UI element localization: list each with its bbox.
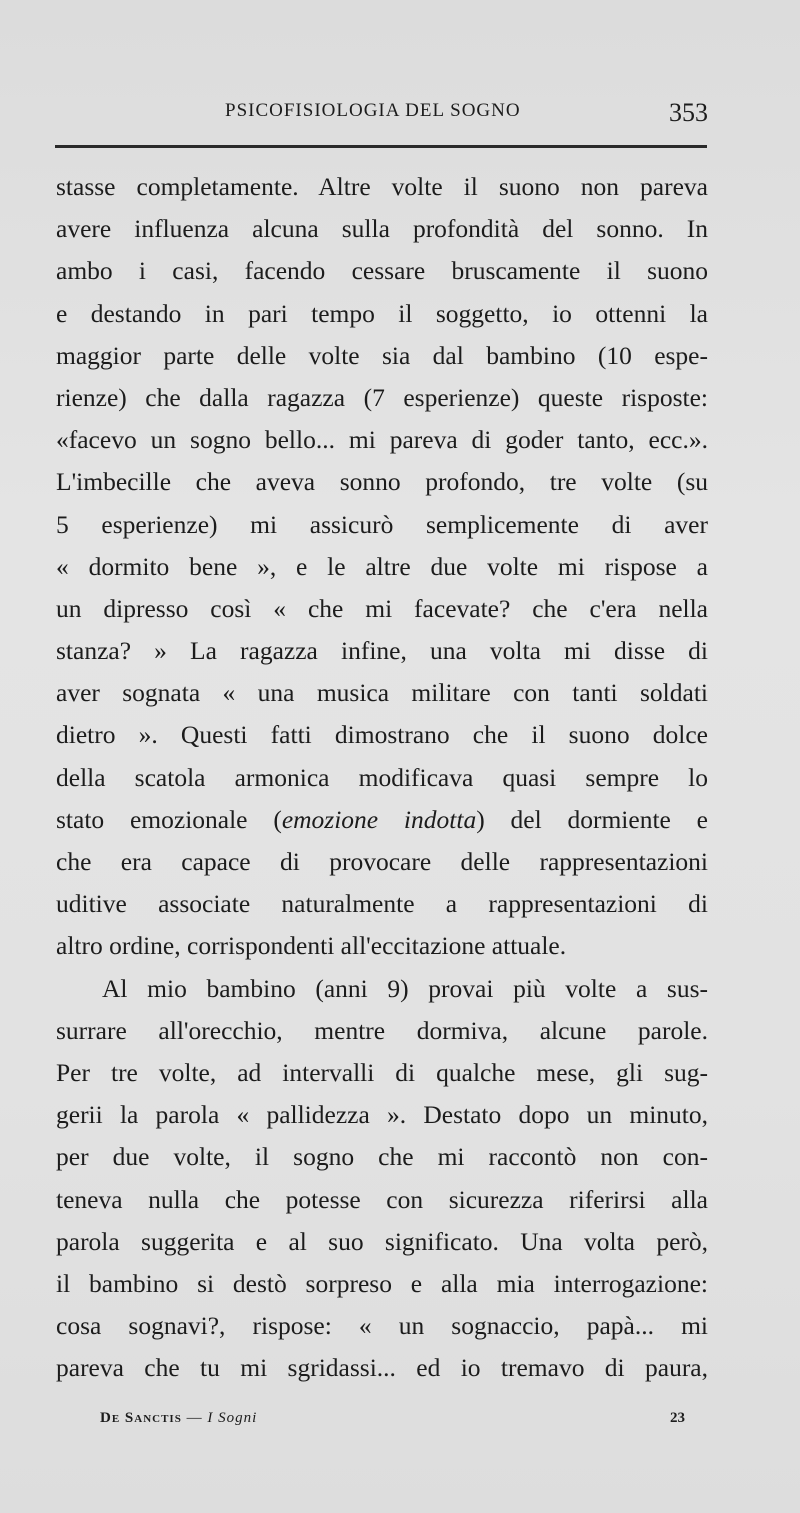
text-line: « dormito bene », e le altre due volte mi rispose a	[56, 551, 708, 581]
body-text	[56, 166, 708, 1389]
text-line: rienze) che dalla ragazza (7 esperienze) queste risposte:	[56, 382, 708, 412]
text-line: che era capace di provocare delle rappresentazioni	[56, 847, 708, 876]
footer-title: I Sogni	[207, 1410, 258, 1426]
text-line	[56, 799, 708, 841]
page-footer	[100, 1410, 685, 1436]
text-line: gerii la parola « pallidezza ». Destato dopo un minuto,	[56, 1100, 708, 1130]
text-line: 5 esperienze) mi assicurò semplicemente di aver	[56, 509, 708, 539]
text-line: «facevo un sogno bello... mi pareva di goder tanto, ecc.».	[56, 425, 708, 455]
text-line: Al mio bambino (anni 9) provai più volte a sus-	[102, 973, 708, 1003]
text-line: dietro ». Questi fatti dimostrano che il suono dolce	[56, 720, 708, 750]
text-line: il bambino si destò sorpreso e alla mia interrogazione:	[56, 1268, 708, 1298]
text-line: parola suggerita e al suo significato. Una volta però,	[56, 1226, 708, 1256]
text-line: teneva nulla che potesse con sicurezza riferirsi alla	[56, 1184, 708, 1214]
text-line: altro ordine, corrispondenti all'eccitazione attuale.	[56, 931, 567, 961]
text-line: stasse completamente. Altre volte il suono non pareva	[56, 172, 708, 201]
text-segment: stato emozionale (	[56, 804, 282, 834]
sheet-number: 23	[670, 1410, 685, 1426]
signature-line	[100, 1410, 257, 1427]
text-line: un dipresso così « che mi facevate? che c'era nella	[56, 593, 708, 623]
footer-separator: —	[186, 1410, 203, 1426]
text-line: aver sognata « una musica militare con tanti soldati	[56, 678, 708, 708]
text-segment: ) del dormiente e	[476, 804, 708, 834]
text-line: e destando in pari tempo il soggetto, io ottenni la	[56, 298, 708, 328]
text-line: maggior parte delle volte sia dal bambino (10 espe-	[56, 340, 708, 370]
text-line: Per tre volte, ad intervalli di qualche mese, gli sug-	[56, 1057, 708, 1087]
text-line: cosa sognavi?, rispose: « un sognaccio, papà... mi	[56, 1311, 708, 1341]
text-line: ambo i casi, facendo cessare bruscamente il suono	[56, 256, 708, 286]
page-header	[55, 98, 710, 134]
page-number: 353	[669, 98, 708, 127]
text-line: pareva che tu mi sgridassi... ed io tremavo di paura,	[56, 1353, 708, 1383]
text-line: della scatola armonica modificava quasi sempre lo	[56, 762, 708, 792]
running-head: PSICOFISIOLOGIA DEL SOGNO	[225, 100, 521, 121]
footer-author: De Sanctis	[100, 1410, 182, 1426]
text-line: L'imbecille che aveva sonno profondo, tre volte (su	[56, 467, 708, 497]
text-line: surrare all'orecchio, mentre dormiva, alcune parole.	[56, 1015, 708, 1045]
header-rule	[55, 145, 707, 148]
text-line: uditive associate naturalmente a rappresentazioni di	[56, 889, 708, 919]
italic-phrase: emozione indotta	[281, 804, 477, 834]
text-line: per due volte, il sogno che mi raccontò non con-	[56, 1142, 708, 1172]
text-line: stanza? » La ragazza infine, una volta mi disse di	[56, 636, 708, 666]
text-line: avere influenza alcuna sulla profondità del sonno. In	[56, 214, 708, 244]
